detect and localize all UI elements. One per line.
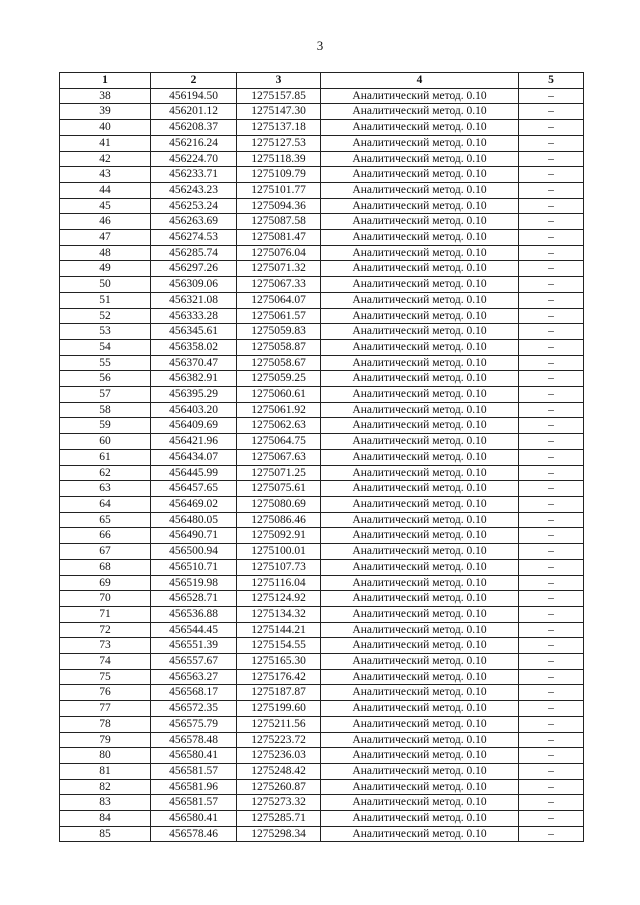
point-number-cell: 85 [60, 826, 151, 842]
x-coordinate-cell: 456358.02 [151, 339, 237, 355]
page-number: 3 [316, 38, 324, 53]
y-coordinate-cell: 1275076.04 [237, 245, 321, 261]
table-row [60, 214, 584, 230]
x-coordinate-cell: 456285.74 [151, 245, 237, 261]
note-cell: – [519, 575, 584, 591]
y-coordinate-cell: 1275071.25 [237, 465, 321, 481]
note-cell: – [519, 261, 584, 277]
table-row [60, 763, 584, 779]
note-cell: – [519, 167, 584, 183]
method-cell: Аналитический метод. 0.10 [321, 622, 519, 638]
note-cell: – [519, 779, 584, 795]
method-cell: Аналитический метод. 0.10 [321, 104, 519, 120]
point-number-cell: 51 [60, 292, 151, 308]
x-coordinate-cell: 456578.48 [151, 732, 237, 748]
method-cell: Аналитический метод. 0.10 [321, 324, 519, 340]
table-row [60, 135, 584, 151]
table-row [60, 151, 584, 167]
table-row [60, 795, 584, 811]
y-coordinate-cell: 1275157.85 [237, 88, 321, 104]
point-number-cell: 52 [60, 308, 151, 324]
y-coordinate-cell: 1275124.92 [237, 591, 321, 607]
y-coordinate-cell: 1275147.30 [237, 104, 321, 120]
point-number-cell: 69 [60, 575, 151, 591]
x-coordinate-cell: 456536.88 [151, 606, 237, 622]
note-cell: – [519, 402, 584, 418]
note-cell: – [519, 638, 584, 654]
note-cell: – [519, 685, 584, 701]
y-coordinate-cell: 1275260.87 [237, 779, 321, 795]
table-row [60, 434, 584, 450]
y-coordinate-cell: 1275109.79 [237, 167, 321, 183]
x-coordinate-cell: 456469.02 [151, 496, 237, 512]
x-coordinate-cell: 456445.99 [151, 465, 237, 481]
x-coordinate-cell: 456580.41 [151, 811, 237, 827]
y-coordinate-cell: 1275154.55 [237, 638, 321, 654]
note-cell: – [519, 654, 584, 670]
table-row [60, 230, 584, 246]
x-coordinate-cell: 456581.96 [151, 779, 237, 795]
y-coordinate-cell: 1275107.73 [237, 559, 321, 575]
method-cell: Аналитический метод. 0.10 [321, 277, 519, 293]
y-coordinate-cell: 1275116.04 [237, 575, 321, 591]
x-coordinate-cell: 456563.27 [151, 669, 237, 685]
note-cell: – [519, 481, 584, 497]
point-number-cell: 84 [60, 811, 151, 827]
y-coordinate-cell: 1275086.46 [237, 512, 321, 528]
x-coordinate-cell: 456480.05 [151, 512, 237, 528]
x-coordinate-cell: 456321.08 [151, 292, 237, 308]
table-row [60, 512, 584, 528]
note-cell: – [519, 701, 584, 717]
method-cell: Аналитический метод. 0.10 [321, 167, 519, 183]
point-number-cell: 76 [60, 685, 151, 701]
note-cell: – [519, 135, 584, 151]
note-cell: – [519, 622, 584, 638]
x-coordinate-cell: 456510.71 [151, 559, 237, 575]
x-coordinate-cell: 456519.98 [151, 575, 237, 591]
x-coordinate-cell: 456581.57 [151, 763, 237, 779]
table-row [60, 496, 584, 512]
table-row [60, 449, 584, 465]
point-number-cell: 75 [60, 669, 151, 685]
y-coordinate-cell: 1275060.61 [237, 387, 321, 403]
column-header: 4 [321, 73, 519, 89]
y-coordinate-cell: 1275087.58 [237, 214, 321, 230]
x-coordinate-cell: 456297.26 [151, 261, 237, 277]
point-number-cell: 79 [60, 732, 151, 748]
x-coordinate-cell: 456253.24 [151, 198, 237, 214]
x-coordinate-cell: 456581.57 [151, 795, 237, 811]
x-coordinate-cell: 456395.29 [151, 387, 237, 403]
y-coordinate-cell: 1275298.34 [237, 826, 321, 842]
x-coordinate-cell: 456233.71 [151, 167, 237, 183]
point-number-cell: 56 [60, 371, 151, 387]
method-cell: Аналитический метод. 0.10 [321, 544, 519, 560]
method-cell: Аналитический метод. 0.10 [321, 528, 519, 544]
point-number-cell: 44 [60, 182, 151, 198]
x-coordinate-cell: 456551.39 [151, 638, 237, 654]
y-coordinate-cell: 1275134.32 [237, 606, 321, 622]
table-row [60, 324, 584, 340]
table-row [60, 465, 584, 481]
x-coordinate-cell: 456201.12 [151, 104, 237, 120]
table-row [60, 418, 584, 434]
point-number-cell: 65 [60, 512, 151, 528]
y-coordinate-cell: 1275199.60 [237, 701, 321, 717]
method-cell: Аналитический метод. 0.10 [321, 496, 519, 512]
point-number-cell: 39 [60, 104, 151, 120]
point-number-cell: 83 [60, 795, 151, 811]
method-cell: Аналитический метод. 0.10 [321, 88, 519, 104]
y-coordinate-cell: 1275080.69 [237, 496, 321, 512]
y-coordinate-cell: 1275176.42 [237, 669, 321, 685]
y-coordinate-cell: 1275081.47 [237, 230, 321, 246]
method-cell: Аналитический метод. 0.10 [321, 669, 519, 685]
x-coordinate-cell: 456578.46 [151, 826, 237, 842]
method-cell: Аналитический метод. 0.10 [321, 779, 519, 795]
note-cell: – [519, 669, 584, 685]
note-cell: – [519, 811, 584, 827]
note-cell: – [519, 387, 584, 403]
table-row [60, 167, 584, 183]
x-coordinate-cell: 456216.24 [151, 135, 237, 151]
point-number-cell: 64 [60, 496, 151, 512]
method-cell: Аналитический метод. 0.10 [321, 559, 519, 575]
x-coordinate-cell: 456263.69 [151, 214, 237, 230]
point-number-cell: 71 [60, 606, 151, 622]
x-coordinate-cell: 456580.41 [151, 748, 237, 764]
table-row [60, 371, 584, 387]
note-cell: – [519, 716, 584, 732]
x-coordinate-cell: 456409.69 [151, 418, 237, 434]
point-number-cell: 66 [60, 528, 151, 544]
x-coordinate-cell: 456568.17 [151, 685, 237, 701]
note-cell: – [519, 795, 584, 811]
method-cell: Аналитический метод. 0.10 [321, 449, 519, 465]
y-coordinate-cell: 1275064.75 [237, 434, 321, 450]
x-coordinate-cell: 456557.67 [151, 654, 237, 670]
note-cell: – [519, 198, 584, 214]
table-row [60, 402, 584, 418]
point-number-cell: 74 [60, 654, 151, 670]
note-cell: – [519, 151, 584, 167]
method-cell: Аналитический метод. 0.10 [321, 591, 519, 607]
method-cell: Аналитический метод. 0.10 [321, 214, 519, 230]
point-number-cell: 78 [60, 716, 151, 732]
x-coordinate-cell: 456544.45 [151, 622, 237, 638]
point-number-cell: 54 [60, 339, 151, 355]
x-coordinate-cell: 456572.35 [151, 701, 237, 717]
method-cell: Аналитический метод. 0.10 [321, 685, 519, 701]
point-number-cell: 59 [60, 418, 151, 434]
table-body [60, 88, 584, 842]
y-coordinate-cell: 1275118.39 [237, 151, 321, 167]
note-cell: – [519, 496, 584, 512]
note-cell: – [519, 339, 584, 355]
note-cell: – [519, 732, 584, 748]
table-row [60, 716, 584, 732]
method-cell: Аналитический метод. 0.10 [321, 339, 519, 355]
point-number-cell: 57 [60, 387, 151, 403]
note-cell: – [519, 748, 584, 764]
y-coordinate-cell: 1275092.91 [237, 528, 321, 544]
table-row [60, 606, 584, 622]
method-cell: Аналитический метод. 0.10 [321, 261, 519, 277]
point-number-cell: 55 [60, 355, 151, 371]
y-coordinate-cell: 1275187.87 [237, 685, 321, 701]
y-coordinate-cell: 1275064.07 [237, 292, 321, 308]
point-number-cell: 40 [60, 120, 151, 136]
y-coordinate-cell: 1275127.53 [237, 135, 321, 151]
method-cell: Аналитический метод. 0.10 [321, 654, 519, 670]
point-number-cell: 82 [60, 779, 151, 795]
table-row [60, 559, 584, 575]
y-coordinate-cell: 1275061.57 [237, 308, 321, 324]
note-cell: – [519, 465, 584, 481]
y-coordinate-cell: 1275067.33 [237, 277, 321, 293]
table-row [60, 779, 584, 795]
note-cell: – [519, 559, 584, 575]
note-cell: – [519, 214, 584, 230]
table-row [60, 685, 584, 701]
table-row [60, 622, 584, 638]
x-coordinate-cell: 456500.94 [151, 544, 237, 560]
point-number-cell: 43 [60, 167, 151, 183]
point-number-cell: 38 [60, 88, 151, 104]
x-coordinate-cell: 456382.91 [151, 371, 237, 387]
method-cell: Аналитический метод. 0.10 [321, 418, 519, 434]
point-number-cell: 72 [60, 622, 151, 638]
note-cell: – [519, 355, 584, 371]
y-coordinate-cell: 1275101.77 [237, 182, 321, 198]
point-number-cell: 60 [60, 434, 151, 450]
table-row [60, 292, 584, 308]
x-coordinate-cell: 456345.61 [151, 324, 237, 340]
point-number-cell: 62 [60, 465, 151, 481]
x-coordinate-cell: 456457.65 [151, 481, 237, 497]
method-cell: Аналитический метод. 0.10 [321, 481, 519, 497]
point-number-cell: 81 [60, 763, 151, 779]
method-cell: Аналитический метод. 0.10 [321, 292, 519, 308]
point-number-cell: 46 [60, 214, 151, 230]
table-header-row [60, 73, 584, 89]
column-header: 1 [60, 73, 151, 89]
y-coordinate-cell: 1275058.87 [237, 339, 321, 355]
note-cell: – [519, 528, 584, 544]
x-coordinate-cell: 456575.79 [151, 716, 237, 732]
table-row [60, 669, 584, 685]
method-cell: Аналитический метод. 0.10 [321, 826, 519, 842]
method-cell: Аналитический метод. 0.10 [321, 638, 519, 654]
method-cell: Аналитический метод. 0.10 [321, 748, 519, 764]
method-cell: Аналитический метод. 0.10 [321, 308, 519, 324]
note-cell: – [519, 434, 584, 450]
table-row [60, 261, 584, 277]
note-cell: – [519, 277, 584, 293]
method-cell: Аналитический метод. 0.10 [321, 732, 519, 748]
point-number-cell: 45 [60, 198, 151, 214]
table-row [60, 528, 584, 544]
point-number-cell: 80 [60, 748, 151, 764]
table-row [60, 654, 584, 670]
y-coordinate-cell: 1275059.83 [237, 324, 321, 340]
point-number-cell: 68 [60, 559, 151, 575]
y-coordinate-cell: 1275223.72 [237, 732, 321, 748]
method-cell: Аналитический метод. 0.10 [321, 512, 519, 528]
y-coordinate-cell: 1275062.63 [237, 418, 321, 434]
note-cell: – [519, 544, 584, 560]
note-cell: – [519, 324, 584, 340]
x-coordinate-cell: 456194.50 [151, 88, 237, 104]
x-coordinate-cell: 456490.71 [151, 528, 237, 544]
table-row [60, 104, 584, 120]
x-coordinate-cell: 456434.07 [151, 449, 237, 465]
coordinates-table [59, 72, 584, 842]
table-row [60, 638, 584, 654]
x-coordinate-cell: 456370.47 [151, 355, 237, 371]
y-coordinate-cell: 1275165.30 [237, 654, 321, 670]
y-coordinate-cell: 1275094.36 [237, 198, 321, 214]
method-cell: Аналитический метод. 0.10 [321, 387, 519, 403]
method-cell: Аналитический метод. 0.10 [321, 606, 519, 622]
method-cell: Аналитический метод. 0.10 [321, 120, 519, 136]
table-row [60, 591, 584, 607]
y-coordinate-cell: 1275144.21 [237, 622, 321, 638]
point-number-cell: 42 [60, 151, 151, 167]
note-cell: – [519, 88, 584, 104]
column-header: 3 [237, 73, 321, 89]
method-cell: Аналитический метод. 0.10 [321, 701, 519, 717]
note-cell: – [519, 104, 584, 120]
note-cell: – [519, 292, 584, 308]
note-cell: – [519, 182, 584, 198]
y-coordinate-cell: 1275058.67 [237, 355, 321, 371]
method-cell: Аналитический метод. 0.10 [321, 182, 519, 198]
table-row [60, 811, 584, 827]
note-cell: – [519, 230, 584, 246]
x-coordinate-cell: 456208.37 [151, 120, 237, 136]
table-row [60, 198, 584, 214]
point-number-cell: 58 [60, 402, 151, 418]
note-cell: – [519, 763, 584, 779]
table-row [60, 387, 584, 403]
method-cell: Аналитический метод. 0.10 [321, 402, 519, 418]
table-row [60, 544, 584, 560]
note-cell: – [519, 245, 584, 261]
point-number-cell: 48 [60, 245, 151, 261]
y-coordinate-cell: 1275248.42 [237, 763, 321, 779]
point-number-cell: 70 [60, 591, 151, 607]
y-coordinate-cell: 1275137.18 [237, 120, 321, 136]
table-row [60, 732, 584, 748]
y-coordinate-cell: 1275273.32 [237, 795, 321, 811]
table-row [60, 182, 584, 198]
method-cell: Аналитический метод. 0.10 [321, 434, 519, 450]
table-row [60, 355, 584, 371]
note-cell: – [519, 371, 584, 387]
note-cell: – [519, 591, 584, 607]
note-cell: – [519, 308, 584, 324]
y-coordinate-cell: 1275236.03 [237, 748, 321, 764]
point-number-cell: 53 [60, 324, 151, 340]
x-coordinate-cell: 456333.28 [151, 308, 237, 324]
x-coordinate-cell: 456274.53 [151, 230, 237, 246]
note-cell: – [519, 512, 584, 528]
point-number-cell: 49 [60, 261, 151, 277]
method-cell: Аналитический метод. 0.10 [321, 198, 519, 214]
y-coordinate-cell: 1275075.61 [237, 481, 321, 497]
y-coordinate-cell: 1275285.71 [237, 811, 321, 827]
x-coordinate-cell: 456309.06 [151, 277, 237, 293]
point-number-cell: 63 [60, 481, 151, 497]
y-coordinate-cell: 1275059.25 [237, 371, 321, 387]
table-row [60, 88, 584, 104]
table-row [60, 339, 584, 355]
note-cell: – [519, 418, 584, 434]
method-cell: Аналитический метод. 0.10 [321, 763, 519, 779]
table-row [60, 245, 584, 261]
method-cell: Аналитический метод. 0.10 [321, 245, 519, 261]
method-cell: Аналитический метод. 0.10 [321, 355, 519, 371]
point-number-cell: 67 [60, 544, 151, 560]
method-cell: Аналитический метод. 0.10 [321, 230, 519, 246]
table-row [60, 748, 584, 764]
method-cell: Аналитический метод. 0.10 [321, 371, 519, 387]
x-coordinate-cell: 456243.23 [151, 182, 237, 198]
y-coordinate-cell: 1275211.56 [237, 716, 321, 732]
method-cell: Аналитический метод. 0.10 [321, 135, 519, 151]
table-row [60, 481, 584, 497]
method-cell: Аналитический метод. 0.10 [321, 465, 519, 481]
x-coordinate-cell: 456403.20 [151, 402, 237, 418]
column-header: 5 [519, 73, 584, 89]
note-cell: – [519, 120, 584, 136]
point-number-cell: 50 [60, 277, 151, 293]
point-number-cell: 41 [60, 135, 151, 151]
note-cell: – [519, 606, 584, 622]
point-number-cell: 73 [60, 638, 151, 654]
y-coordinate-cell: 1275067.63 [237, 449, 321, 465]
method-cell: Аналитический метод. 0.10 [321, 795, 519, 811]
method-cell: Аналитический метод. 0.10 [321, 575, 519, 591]
table-row [60, 701, 584, 717]
note-cell: – [519, 449, 584, 465]
table-row [60, 277, 584, 293]
note-cell: – [519, 826, 584, 842]
x-coordinate-cell: 456421.96 [151, 434, 237, 450]
table-row [60, 308, 584, 324]
x-coordinate-cell: 456528.71 [151, 591, 237, 607]
y-coordinate-cell: 1275100.01 [237, 544, 321, 560]
point-number-cell: 61 [60, 449, 151, 465]
table-row [60, 120, 584, 136]
y-coordinate-cell: 1275071.32 [237, 261, 321, 277]
point-number-cell: 47 [60, 230, 151, 246]
x-coordinate-cell: 456224.70 [151, 151, 237, 167]
method-cell: Аналитический метод. 0.10 [321, 151, 519, 167]
method-cell: Аналитический метод. 0.10 [321, 811, 519, 827]
column-header: 2 [151, 73, 237, 89]
point-number-cell: 77 [60, 701, 151, 717]
y-coordinate-cell: 1275061.92 [237, 402, 321, 418]
table-row [60, 575, 584, 591]
table-row [60, 826, 584, 842]
method-cell: Аналитический метод. 0.10 [321, 716, 519, 732]
